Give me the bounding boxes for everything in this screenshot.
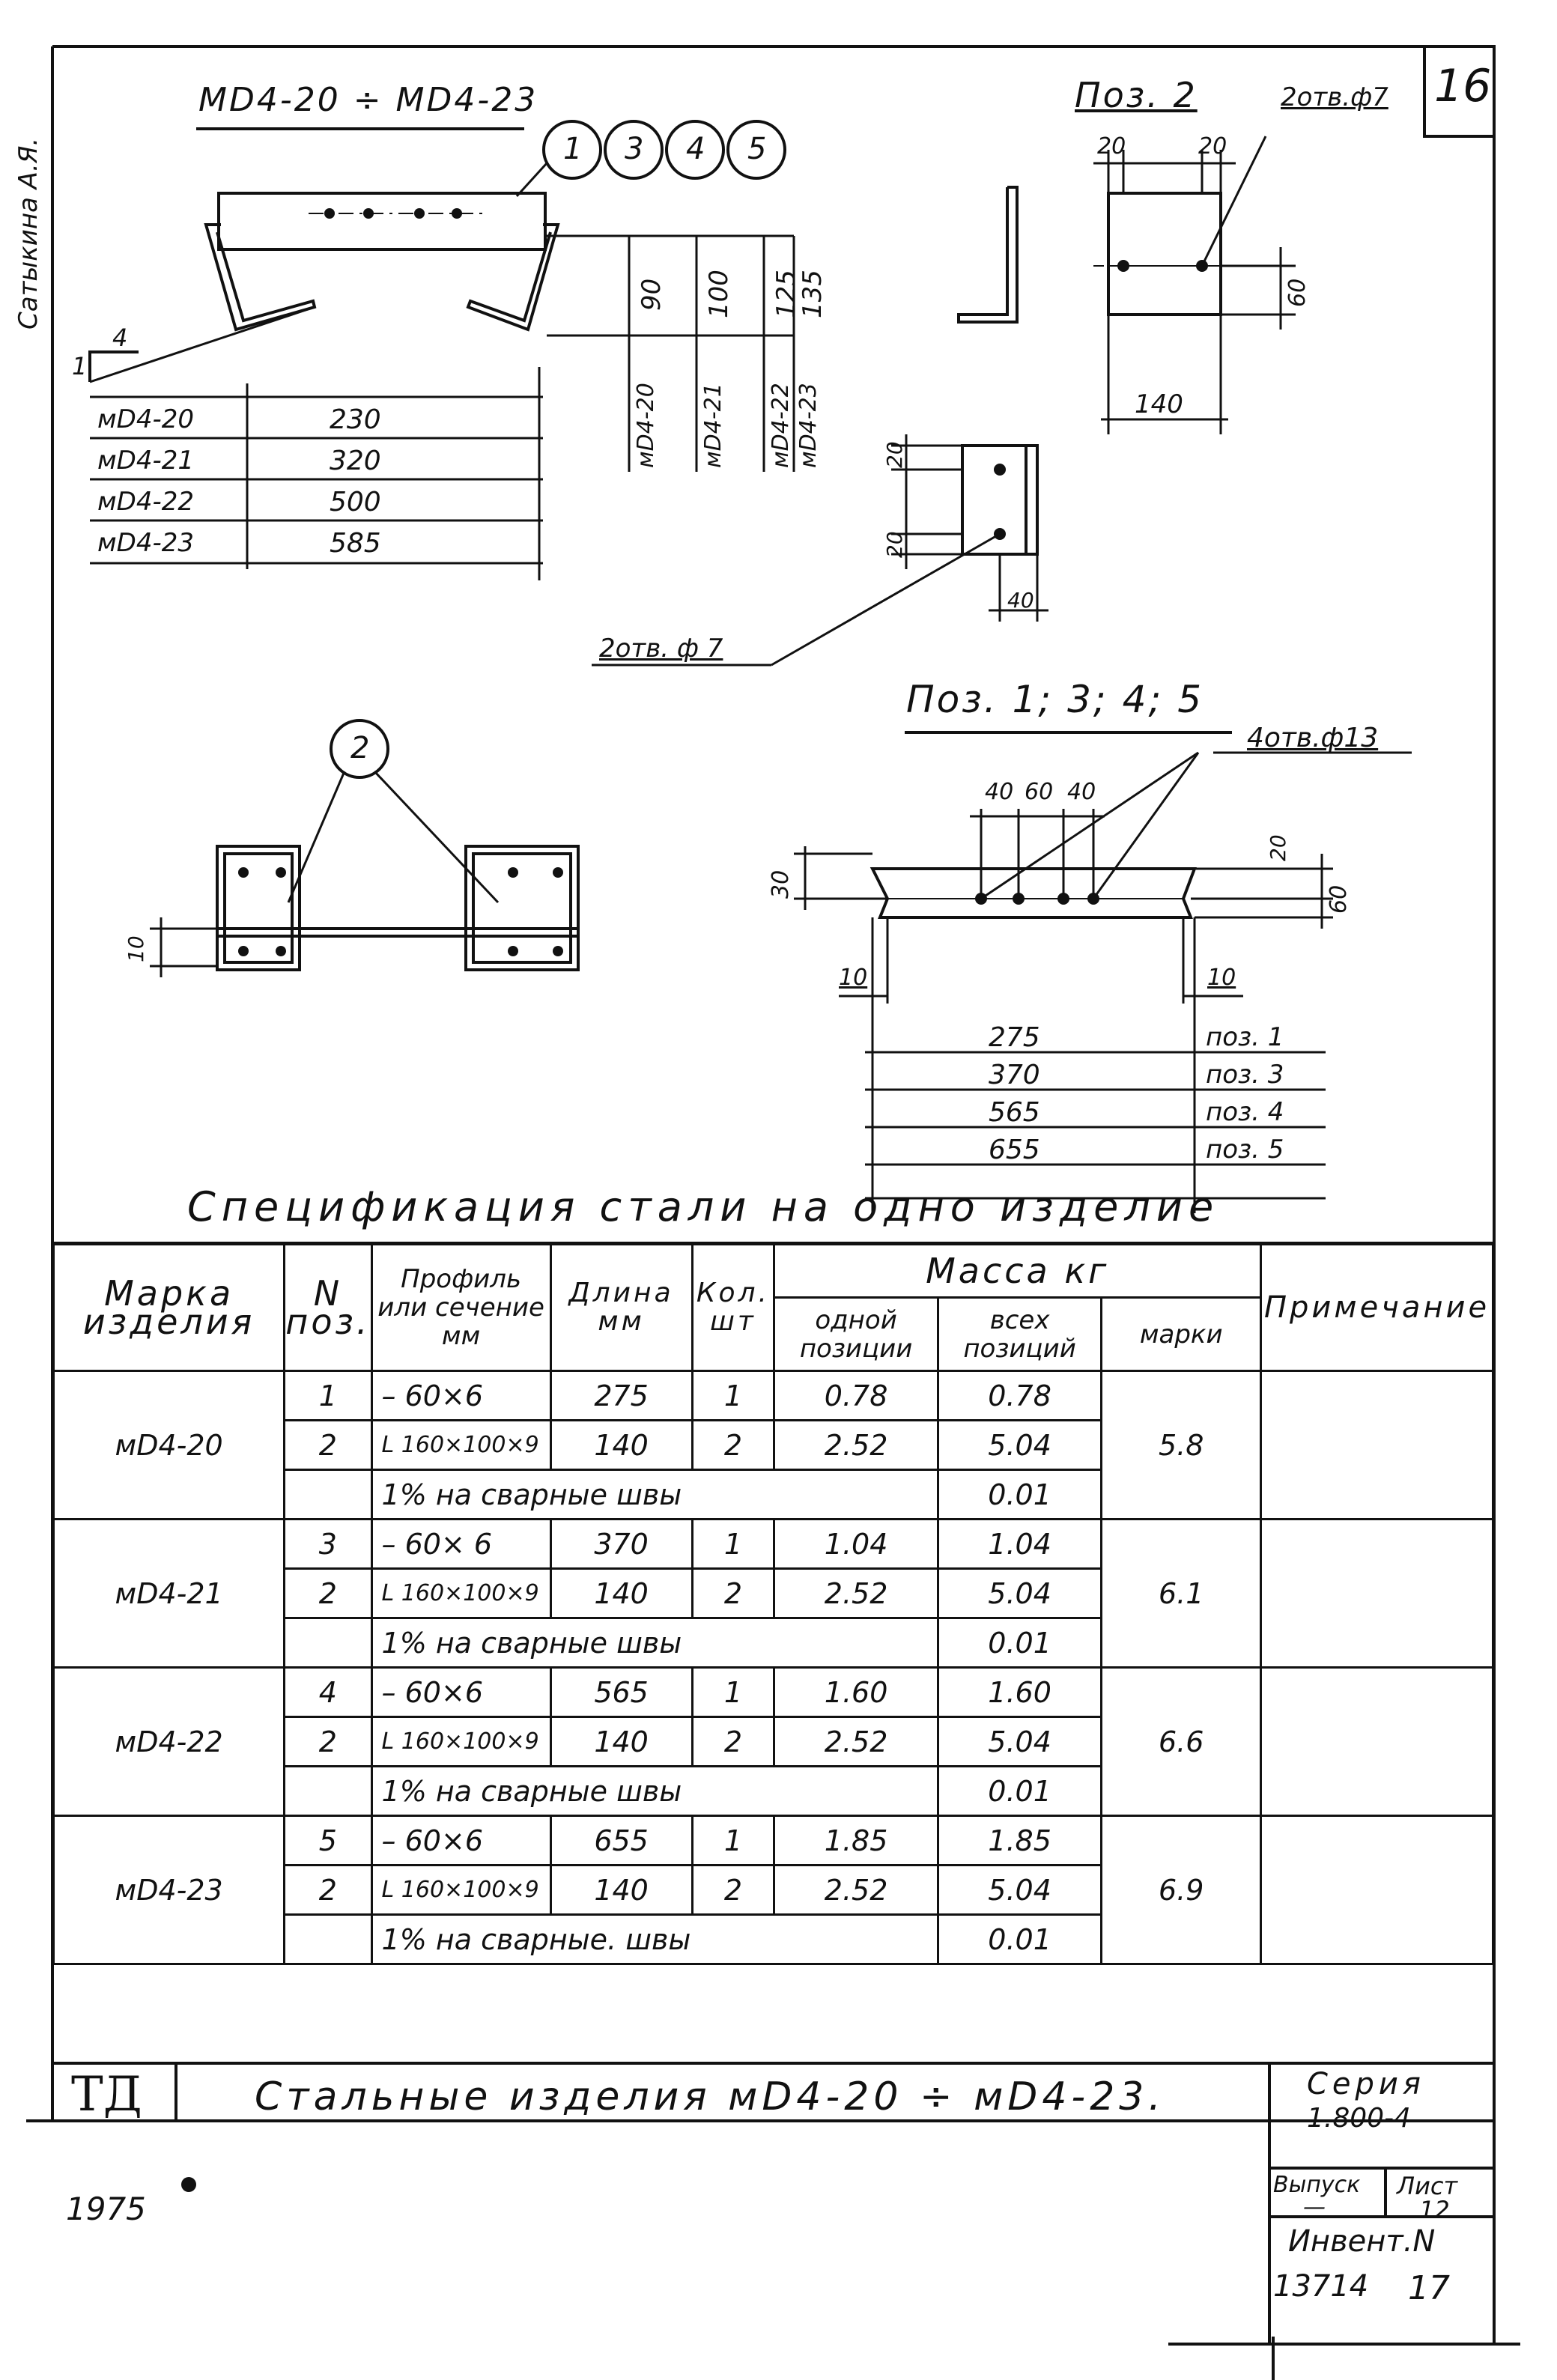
pos2-title: Поз. 2 — [1075, 75, 1198, 115]
org-logo: ТД — [71, 2067, 142, 2122]
height-135: 135 — [798, 270, 828, 318]
pos1-title: Поз. 1; 3; 4; 5 — [906, 678, 1204, 721]
plan-dim-10: 10 — [124, 935, 148, 962]
hdr-mark: Марка изделия — [54, 1245, 285, 1371]
bubble-1: 1 — [563, 132, 583, 166]
cell-profile: L 160×100×9 — [371, 1569, 550, 1618]
cell-mass-all: 1.60 — [938, 1668, 1102, 1717]
cell-qty: 2 — [692, 1421, 774, 1470]
sheet-label: Лист — [1397, 2172, 1458, 2200]
pos2-dim-20a: 20 — [1097, 133, 1126, 160]
sheet-name: Стальные изделия мD4-20 ÷ мD4-23. — [255, 2074, 1165, 2119]
group-note — [1261, 1371, 1493, 1520]
weld-mass: 0.01 — [938, 1618, 1102, 1668]
group-mark: мD4-20 — [54, 1371, 285, 1520]
pos1-length-pos4: поз. 4 — [1206, 1097, 1284, 1127]
pos1-spacing-40a: 40 — [985, 779, 1014, 805]
pos1-dim-60: 60 — [1326, 884, 1352, 914]
pos2-dim-60: 60 — [1284, 278, 1311, 307]
issue-label: Выпуск — [1273, 2172, 1361, 2198]
year: 1975 — [66, 2191, 146, 2227]
cell-profile: – 60× 6 — [371, 1520, 550, 1569]
table-row — [54, 1816, 1493, 1866]
weld-label: 1% на сварные. швы — [371, 1915, 938, 1964]
cell-mass-one: 1.85 — [774, 1816, 938, 1866]
pos1-dim-10a: 10 — [839, 965, 868, 991]
spec-table — [52, 1243, 1494, 1965]
pos1-holes-note: 4отв.ф13 — [1247, 723, 1379, 753]
length-585: 585 — [330, 528, 381, 559]
hdr-qty: Кол. шт — [692, 1245, 774, 1371]
hdr-note: Примечание — [1261, 1245, 1493, 1371]
height-mark-23: мD4-23 — [795, 383, 822, 468]
table-row — [54, 1520, 1493, 1569]
group-total: 6.1 — [1102, 1520, 1261, 1668]
hdr-mass-mark: марки — [1102, 1298, 1261, 1371]
pos1-spacing-40b: 40 — [1067, 779, 1096, 805]
cell-mass-all: 1.04 — [938, 1520, 1102, 1569]
hdr-profile: Профиль или сечение мм — [371, 1245, 550, 1371]
height-mark-22: мD4-22 — [768, 383, 794, 468]
length-mark-23: мD4-23 — [97, 528, 194, 558]
inv-label: Инвент.N — [1288, 2224, 1436, 2259]
cell-pos: 4 — [285, 1668, 371, 1717]
pos2-holes-note: 2отв.ф7 — [1281, 82, 1388, 112]
weld-mass: 0.01 — [938, 1470, 1102, 1520]
cell-profile: – 60×6 — [371, 1371, 550, 1421]
cell-mass-one: 1.60 — [774, 1668, 938, 1717]
cell-mass-all: 5.04 — [938, 1717, 1102, 1767]
group-mark: мD4-22 — [54, 1668, 285, 1816]
length-230: 230 — [330, 404, 381, 435]
pos2-side-20b: 20 — [882, 531, 907, 558]
hdr-length: Длина мм — [550, 1245, 692, 1371]
cell-mass-one: 2.52 — [774, 1569, 938, 1618]
cell-mass-all: 1.85 — [938, 1816, 1102, 1866]
cell-qty: 1 — [692, 1520, 774, 1569]
pos2-dim-140: 140 — [1135, 389, 1183, 419]
bubble-5: 5 — [747, 132, 767, 166]
main-assembly-drawing — [90, 121, 794, 580]
height-mark-20: мD4-20 — [633, 383, 659, 468]
group-note — [1261, 1520, 1493, 1668]
group-total: 6.9 — [1102, 1816, 1261, 1964]
slope-v: 1 — [72, 352, 88, 380]
length-mark-21: мD4-21 — [97, 446, 194, 476]
cell-pos: 2 — [285, 1717, 371, 1767]
pos1-length-pos1: поз. 1 — [1206, 1022, 1284, 1052]
cell-mass-one: 1.04 — [774, 1520, 938, 1569]
cell-profile: L 160×100×9 — [371, 1717, 550, 1767]
punch-mark — [181, 2177, 196, 2192]
pos1-dim-10b: 10 — [1207, 965, 1236, 991]
cell-qty: 2 — [692, 1717, 774, 1767]
pos2-side-20a: 20 — [882, 441, 907, 468]
cell-pos: 2 — [285, 1569, 371, 1618]
weld-mass: 0.01 — [938, 1915, 1102, 1964]
pos2-dim-20b: 20 — [1198, 133, 1227, 160]
cell-mass-one: 2.52 — [774, 1866, 938, 1915]
length-mark-22: мD4-22 — [97, 487, 194, 517]
cell-mass-one: 0.78 — [774, 1371, 938, 1421]
group-note — [1261, 1816, 1493, 1964]
issue-value: — — [1303, 2194, 1326, 2220]
cell-mass-all: 5.04 — [938, 1569, 1102, 1618]
cell-length: 565 — [550, 1668, 692, 1717]
table-row — [54, 1371, 1493, 1421]
bubble-4: 4 — [686, 132, 705, 166]
table-row — [54, 1668, 1493, 1717]
cell-pos: 2 — [285, 1866, 371, 1915]
weld-label: 1% на сварные швы — [371, 1767, 938, 1816]
cell-qty: 2 — [692, 1866, 774, 1915]
height-mark-21: мD4-21 — [700, 383, 726, 468]
cell-mass-all: 5.04 — [938, 1866, 1102, 1915]
pos2-side-40: 40 — [1007, 588, 1034, 613]
cell-qty: 2 — [692, 1569, 774, 1618]
pos2-side-view — [592, 434, 1048, 665]
cell-length: 275 — [550, 1371, 692, 1421]
main-drawing-title: МD4-20 ÷ МD4-23 — [198, 81, 538, 119]
cell-length: 655 — [550, 1816, 692, 1866]
pos2-angle-section — [959, 187, 1017, 322]
cell-pos: 5 — [285, 1816, 371, 1866]
pos1-length-pos5: поз. 5 — [1206, 1135, 1284, 1165]
cell-qty: 1 — [692, 1668, 774, 1717]
cell-mass-one: 2.52 — [774, 1717, 938, 1767]
cell-mass-all: 5.04 — [938, 1421, 1102, 1470]
height-90: 90 — [637, 278, 667, 311]
pos1-length-275: 275 — [989, 1022, 1040, 1053]
pos1-length-pos3: поз. 3 — [1206, 1060, 1284, 1090]
cell-profile: L 160×100×9 — [371, 1866, 550, 1915]
cell-length: 140 — [550, 1421, 692, 1470]
pos1-plate-drawing — [794, 732, 1412, 1213]
pos2-front-view — [1093, 136, 1296, 434]
bubble-2: 2 — [350, 731, 370, 765]
cell-length: 140 — [550, 1866, 692, 1915]
cell-pos: 2 — [285, 1421, 371, 1470]
slope-h: 4 — [112, 324, 128, 352]
group-mark: мD4-23 — [54, 1816, 285, 1964]
group-total: 6.6 — [1102, 1668, 1261, 1816]
cell-qty: 1 — [692, 1371, 774, 1421]
length-mark-20: мD4-20 — [97, 404, 194, 434]
cell-profile: – 60×6 — [371, 1668, 550, 1717]
cell-profile: L 160×100×9 — [371, 1421, 550, 1470]
pos2-holes-note-2: 2отв. ф 7 — [599, 634, 723, 664]
weld-mass: 0.01 — [938, 1767, 1102, 1816]
series-label: Серия — [1307, 2067, 1425, 2101]
cell-pos: 3 — [285, 1520, 371, 1569]
inv-value: 13714 — [1273, 2269, 1369, 2304]
spec-header-row-1 — [54, 1245, 1493, 1298]
pos1-dim-30: 30 — [768, 869, 794, 899]
pos1-length-655: 655 — [989, 1135, 1040, 1165]
height-100: 100 — [704, 270, 734, 318]
hdr-pos: N поз. — [285, 1245, 371, 1371]
author-stamp: Сатыкина А.Я. — [13, 137, 43, 330]
spec-title: Спецификация стали на одно изделие — [187, 1183, 1220, 1230]
inv-sheet: 17 — [1408, 2269, 1450, 2307]
sheet-value: 12 — [1419, 2196, 1450, 2224]
group-note — [1261, 1668, 1493, 1816]
length-500: 500 — [330, 487, 381, 517]
pos1-dim-20: 20 — [1266, 834, 1290, 861]
series-value: 1.800-4 — [1307, 2103, 1411, 2134]
sheet-number: 16 — [1434, 60, 1492, 112]
group-mark: мD4-21 — [54, 1520, 285, 1668]
length-320: 320 — [330, 446, 381, 476]
height-125: 125 — [771, 270, 801, 318]
bubble-3: 3 — [625, 132, 644, 166]
hdr-mass: Масса кг — [774, 1245, 1261, 1298]
hdr-mass-one: одной позиции — [774, 1298, 938, 1371]
hdr-mass-all: всех позиций — [938, 1298, 1102, 1371]
weld-label: 1% на сварные швы — [371, 1618, 938, 1668]
cell-pos: 1 — [285, 1371, 371, 1421]
cell-mass-all: 0.78 — [938, 1371, 1102, 1421]
cell-length: 140 — [550, 1717, 692, 1767]
cell-length: 370 — [550, 1520, 692, 1569]
pos1-length-370: 370 — [989, 1060, 1040, 1090]
cell-qty: 1 — [692, 1816, 774, 1866]
cell-length: 140 — [550, 1569, 692, 1618]
weld-label: 1% на сварные швы — [371, 1470, 938, 1520]
group-total: 5.8 — [1102, 1371, 1261, 1520]
pos1-length-565: 565 — [989, 1097, 1040, 1128]
cell-mass-one: 2.52 — [774, 1421, 938, 1470]
cell-profile: – 60×6 — [371, 1816, 550, 1866]
pos1-spacing-60: 60 — [1025, 779, 1054, 805]
